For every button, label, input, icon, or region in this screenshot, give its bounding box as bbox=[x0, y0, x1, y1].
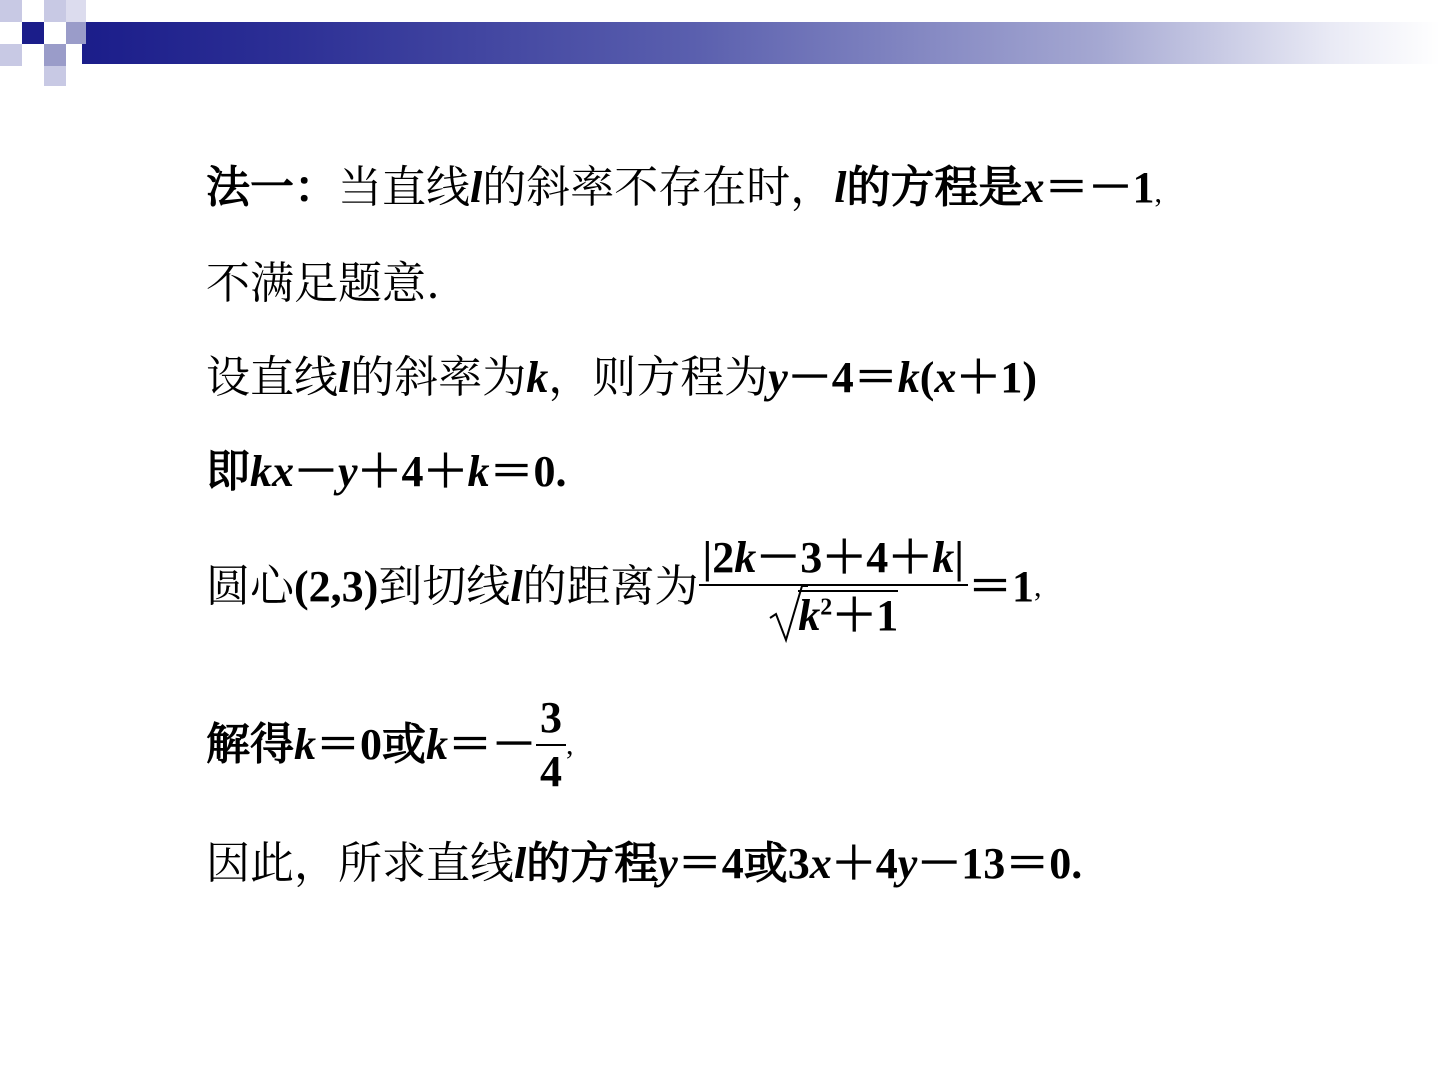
math-var: l bbox=[514, 839, 527, 888]
fraction-denominator bbox=[699, 590, 968, 638]
math-var: l bbox=[470, 163, 483, 212]
math-var: l bbox=[834, 163, 847, 212]
text-span: 设直线 bbox=[206, 352, 338, 403]
header-square-light bbox=[66, 0, 86, 22]
header-square-mid bbox=[66, 22, 86, 44]
text-line-5 bbox=[206, 533, 1042, 640]
math-var: x bbox=[809, 839, 832, 888]
text-line-4 bbox=[206, 447, 567, 496]
distance-fraction bbox=[699, 533, 968, 640]
math-expr: － bbox=[294, 447, 338, 496]
math-expr: 3 bbox=[787, 839, 810, 888]
text-line-7 bbox=[206, 838, 1083, 889]
math-var: k bbox=[426, 720, 448, 769]
math-var: k bbox=[526, 353, 549, 402]
text-span: 圆心 bbox=[206, 561, 294, 612]
text-line-1 bbox=[206, 162, 1162, 213]
math-expr: ＝－1 bbox=[1044, 163, 1155, 212]
fraction-numerator: 3 bbox=[540, 693, 562, 742]
punctuation: , bbox=[1154, 176, 1162, 209]
math-expr: (2,3) bbox=[294, 562, 379, 611]
math-expr: ＝4 bbox=[677, 839, 744, 888]
text-line-3 bbox=[206, 352, 1038, 403]
math-expr: | bbox=[954, 533, 964, 582]
math-expr: ＋4 bbox=[831, 839, 898, 888]
math-var: y bbox=[658, 839, 678, 888]
math-var: l bbox=[510, 562, 523, 611]
math-expr: －3＋4＋ bbox=[756, 533, 933, 582]
text-span: 的方程是 bbox=[846, 163, 1023, 212]
punctuation: , bbox=[566, 728, 574, 761]
text-line-6 bbox=[206, 693, 574, 796]
math-expr: ＝－ bbox=[448, 720, 536, 769]
header-square-dark bbox=[22, 22, 44, 44]
punctuation: , bbox=[1033, 570, 1042, 603]
math-expr: ＋1 bbox=[832, 591, 899, 640]
text-span: 解得 bbox=[206, 720, 294, 769]
header-square-light bbox=[0, 44, 22, 66]
math-expr: |2 bbox=[702, 533, 735, 582]
math-var: k bbox=[798, 591, 821, 640]
fraction-denominator: 4 bbox=[540, 747, 562, 796]
text-span: 到切线 bbox=[378, 561, 511, 612]
math-var: x bbox=[1022, 163, 1045, 212]
math-var: k bbox=[294, 720, 316, 769]
math-var: y bbox=[768, 353, 788, 402]
fraction-bar bbox=[699, 584, 968, 586]
text-span: 的斜率为 bbox=[350, 352, 527, 403]
math-var: y bbox=[897, 839, 918, 888]
text-span: ，则方程为 bbox=[548, 352, 769, 403]
text-span: 即 bbox=[206, 447, 250, 496]
text-span: 当直线 bbox=[338, 162, 470, 213]
math-var: k bbox=[897, 353, 920, 402]
math-expr: －4＝ bbox=[787, 353, 898, 402]
math-var: k bbox=[467, 447, 490, 496]
text-span: 的方程 bbox=[526, 839, 659, 888]
text-span: 因此，所求直线 bbox=[206, 838, 514, 889]
header-square-mid bbox=[44, 44, 66, 66]
math-var: kx bbox=[250, 447, 294, 496]
math-var: k bbox=[932, 533, 955, 582]
sqrt-expr bbox=[768, 590, 898, 638]
sqrt-sign-icon bbox=[768, 584, 808, 644]
fraction-numerator bbox=[699, 533, 968, 582]
math-exponent: 2 bbox=[820, 594, 833, 621]
math-var: l bbox=[338, 353, 351, 402]
header-square-light bbox=[44, 66, 66, 86]
method-label: 法一： bbox=[206, 163, 338, 212]
math-var: x bbox=[934, 353, 957, 402]
math-expr: ＋1) bbox=[956, 353, 1038, 402]
header-square-light bbox=[0, 0, 22, 22]
text-span: 或 bbox=[743, 839, 788, 888]
text-span: 不满足题意. bbox=[206, 258, 440, 309]
header-gradient-bar bbox=[82, 22, 1440, 64]
math-var: k bbox=[734, 533, 757, 582]
math-expr: ( bbox=[919, 353, 935, 402]
text-span: 的斜率不存在时， bbox=[482, 162, 835, 213]
math-expr: ＝0. bbox=[489, 447, 567, 496]
math-expr: ＋4＋ bbox=[357, 447, 468, 496]
fraction-bar bbox=[536, 744, 566, 746]
math-expr: ＝1 bbox=[967, 562, 1034, 611]
math-var: y bbox=[338, 447, 358, 496]
header-square-light bbox=[44, 0, 66, 22]
text-span: 的距离为 bbox=[522, 561, 699, 612]
math-expr: －13＝0. bbox=[917, 839, 1083, 888]
text-span: 或 bbox=[382, 720, 426, 769]
text-line-2 bbox=[206, 258, 440, 309]
math-expr: ＝0 bbox=[316, 720, 382, 769]
slope-fraction bbox=[536, 693, 566, 796]
